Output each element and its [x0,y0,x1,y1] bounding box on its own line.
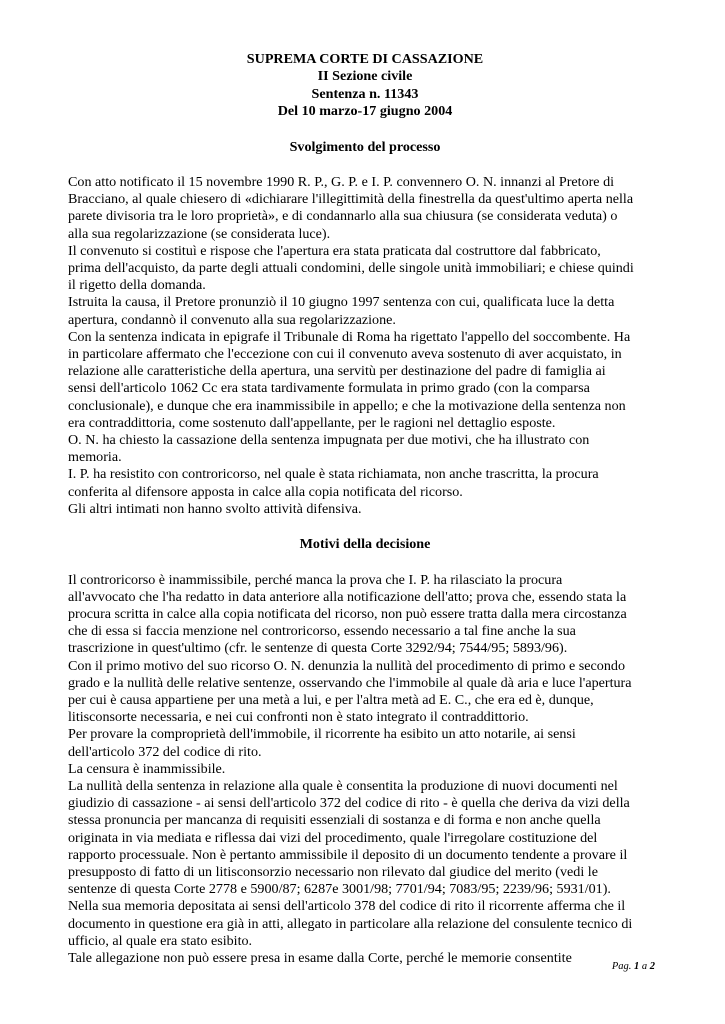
section-body-svolgimento [68,174,662,518]
paragraph: Il controricorso è inammissibile, perché manca la prova che I. P. ha rilasciato la procura all'avvocato che l'ha redatto in data anteriore alla notificazione dell'atto; prova che, essendo stata la procura scritta in calce alla copia notificata del ricorso, non può essere tratta dalla mera circostanza che di essa si faccia menzione nel controricorso, essendo necessario a tal fine anche la sua trascrizione in quest'ultimo (cfr. le sentenze di questa Corte 3292/94; 7544/95; 5893/96). [68,571,627,657]
court-section: II Sezione civile [317,68,413,85]
page-prefix: Pag. [611,961,632,972]
paragraph: O. N. ha chiesto la cassazione della sentenza impugnata per due motivi, che ha illustrato con memoria. [68,432,590,466]
document-header [68,51,662,121]
paragraph: Con la sentenza indicata in epigrafe il Tribunale di Roma ha rigettato l'appello del soccombente. Ha in particolare affermato che l'eccezione con cui il convenuto aveva sostenuto di aver acquistato, in relazione alle caratteristiche della apertura, una servitù per destinazione del padre di famiglia ai sensi dell'articolo 1062 Cc era stata tardivamente formulata in primo grado (con la comparsa conclusionale), e dunque che era inammissibile in appello; e che la motivazione della sentenza non era contraddittoria, come sostenuto dall'appellante, per le ragioni nel dettaglio esposte. [68,328,631,431]
paragraph: Il convenuto si costituì e rispose che l'apertura era stata praticata dal costruttore dal fabbricato, prima dell'acquisto, da parte degli attuali condomini, delle singole unità immobiliari; e chiese quindi il rigetto della domanda. [68,242,634,294]
paragraph: Con atto notificato il 15 novembre 1990 R. P., G. P. e I. P. convennero O. N. innanzi al Pretore di Bracciano, al quale chiesero di «dichiarare l'illegittimità della finestrella da quest'ultimo aperta nella parete divisoria tra le loro proprietà», e di condannarlo alla sua chiusura (se considerata veduta) o alla sua regolarizzazione (se considerata luce). [68,174,634,242]
paragraph: Tale allegazione non può essere presa in esame dalla Corte, perché le memorie consentite [68,949,572,966]
paragraph: I. P. ha resistito con controricorso, nel quale è stata richiamata, non anche trascritta, la procura conferita al difensore apposta in calce alla copia notificata del ricorso. [68,466,599,500]
paragraph: Per provare la comproprietà dell'immobile, il ricorrente ha esibito un atto notarile, ai sensi dell'articolo 372 del codice di rito. [68,726,576,760]
section-body-motivi [68,572,662,968]
paragraph: La nullità della sentenza in relazione alla quale è consentita la produzione di nuovi documenti nel giudizio di cassazione - ai sensi dell'articolo 372 del codice di rito - è quella che deriva da vizi della stessa pronuncia per mancanza di requisiti essenziali di sostanza e di forma e non anche quella originata in via mediata e riflessa dai vizi del procedimento, quale l'irregolare costituzione del rapporto processuale. Non è pertanto ammissibile il deposito di un documento tendente a provare il presupposto di fatto di un litisconsorzio necessario non rilevato dal giudice del merito (vedi le sentenze di questa Corte 2778 e 5900/87; 6287e 3001/98; 7701/94; 7083/95; 2239/96; 5931/01). [68,777,630,898]
document-page [68,51,662,967]
page-total: 2 [649,961,655,972]
page-number [612,961,655,972]
sentence-number: Sentenza n. 11343 [311,85,419,102]
section-title-svolgimento: Svolgimento del processo [289,138,441,155]
paragraph: Gli altri intimati non hanno svolto attività difensiva. [68,500,362,517]
section-title-motivi: Motivi della decisione [299,536,431,553]
paragraph: Istruita la causa, il Pretore pronunziò il 10 giugno 1997 sentenza con cui, qualificata luce la detta apertura, condannò il convenuto alla sua regolarizzazione. [68,294,615,328]
sentence-date: Del 10 marzo-17 giugno 2004 [277,103,453,120]
paragraph: Con il primo motivo del suo ricorso O. N. denunzia la nullità del procedimento di primo e secondo grado e la nullità delle relative sentenze, osservando che l'immobile al quale dà aria e luce l'apertura per cui è causa appartiene per una metà a lui, e per l'altra metà ad E. C., che era ed è, dunque, litisconsorte necessaria, e nei cui confronti non è stato integrato il contraddittorio. [68,657,632,726]
paragraph: Nella sua memoria depositata ai sensi dell'articolo 378 del codice di rito il ricorrente afferma che il documento in questione era già in atti, allegato in particolare alla relazione del consulente tecnico di ufficio, al quale era stato esibito. [68,898,633,949]
page-separator: a [641,961,648,972]
page-current: 1 [634,961,640,972]
court-name: SUPREMA CORTE DI CASSAZIONE [246,51,484,67]
paragraph: La censura è inammissibile. [68,760,226,777]
